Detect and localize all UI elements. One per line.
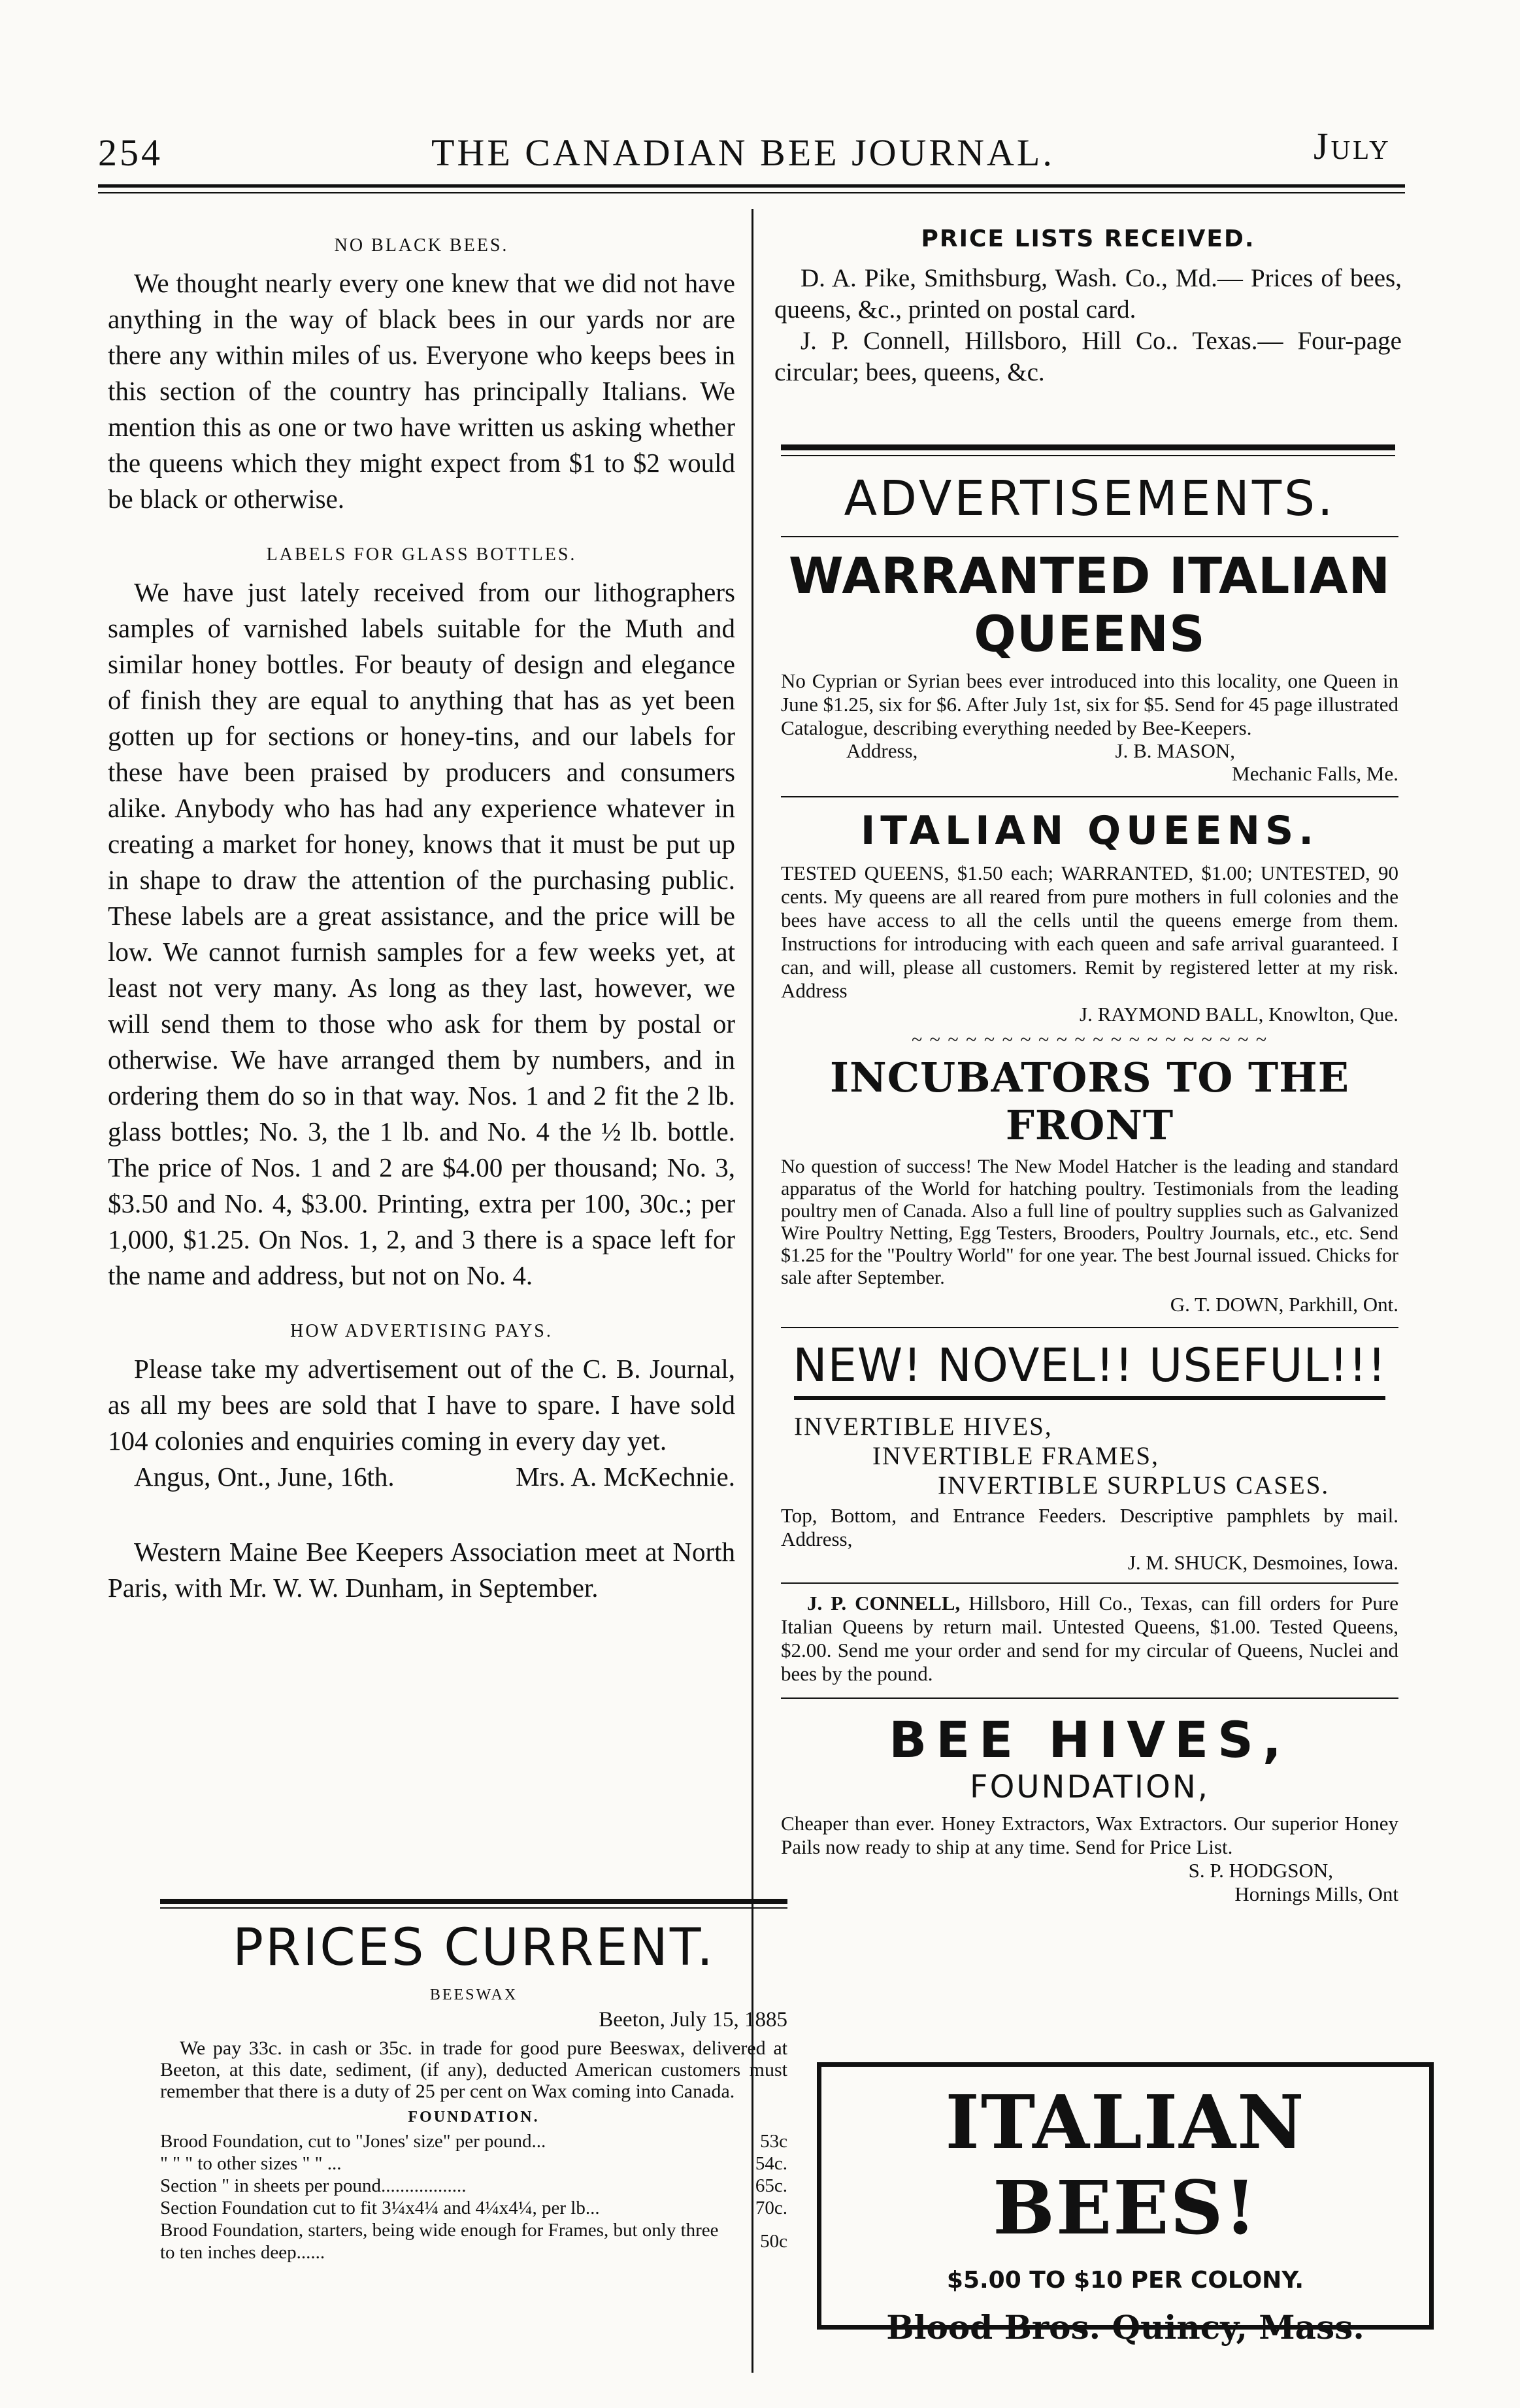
ad-italian-bees <box>817 2062 1434 2347</box>
ad-italian-queens-text: TESTED QUEENS, $1.50 each; WARRANTED, $1.00; UNTESTED, 90 cents. My queens are all reared from pure mothers in full colonies and the bees have access to all the cells until the queens emerge from them. Instructions for introducing with each queen and safe arrival guaranteed. I can, and will, please all customers. Remit by registered letter at my risk. Address <box>781 861 1398 1002</box>
journal-title: THE CANADIAN BEE JOURNAL. <box>431 131 1055 174</box>
western-maine-notice: Western Maine Bee Keepers Association meet at North Paris, with Mr. W. W. Dunham, in September. <box>108 1537 735 1603</box>
ad-warranted-address-label: Address, <box>846 739 918 762</box>
rule <box>794 1396 1385 1400</box>
prices-current-rule <box>160 1899 787 1904</box>
table-row: " " " to other sizes " " ... 54c. <box>160 2153 787 2174</box>
issue-month: July <box>1313 125 1391 167</box>
ads-rule <box>781 444 1395 450</box>
ads-rule-thin <box>781 455 1395 456</box>
table-row: Brood Foundation, cut to "Jones' size" per pound... 53c <box>160 2131 787 2152</box>
advertising-text: Please take my advertisement out of the C. B. Journal, as all my bees are sold that I have to spare. I have sold 104 colonies and enquiries coming in every day yet. <box>108 1354 735 1456</box>
ad-warranted-text: No Cyprian or Syrian bees ever introduced into this locality, one Queen in June $1.25, six for $6. After July 1st, six for $5. Send for 45 page illustrated Catalogue, describing everything needed by Bee-Keepers. <box>781 669 1398 739</box>
price-list-entry-1: D. A. Pike, Smithsburg, Wash. Co., Md.— Prices of bees, queens, &c., printed on postal card. <box>774 264 1402 324</box>
ad-italian-bees-seller: Blood Bros. Quincy, Mass. <box>886 2308 1364 2347</box>
table-row: Section " in sheets per pound.................. 65c. <box>160 2175 787 2196</box>
ad-connell-name: J. P. CONNELL, <box>807 1592 961 1614</box>
ad-incubators-title: INCUBATORS TO THE FRONT <box>830 1054 1349 1149</box>
beeswax-dateline: Beeton, July 15, 1885 <box>599 2008 787 2032</box>
beeswax-text: We pay 33c. in cash or 35c. in trade for good pure Beeswax, delivered at Beeton, at this date, sediment, (if any), deducted American customers must remember that there is a duty of 25 per cent on Wax coming into Canada. <box>160 2037 787 2102</box>
table-row: Brood Foundation, starters, being wide enough for Frames, but only three to ten inches deep...... 50c <box>160 2220 787 2263</box>
beeswax-heading: BEESWAX <box>429 1986 518 2003</box>
rule <box>781 796 1398 797</box>
table-row: Section Foundation cut to fit 3¼x4¼ and 4¼x4¼, per lb... 70c. <box>160 2198 787 2218</box>
rule <box>781 1697 1398 1699</box>
ad-connell-text: Hillsboro, Hill Co., Texas, can fill orders for Pure Italian Queens by return mail. Untested Queens, $1.00. Tested Queens, $2.00. Send me your order and send for my circular of Queens, Nuclei and bees by the pound. <box>781 1592 1399 1685</box>
advertisements-title: ADVERTISEMENTS. <box>844 471 1336 527</box>
ad-warranted-title: WARRANTED ITALIAN QUEENS <box>788 546 1391 663</box>
header-rule-thin <box>98 192 1405 193</box>
advertising-signature: Mrs. A. McKechnie. <box>516 1462 735 1492</box>
section-heading-advertising: HOW ADVERTISING PAYS. <box>290 1321 553 1341</box>
ad-beehives-place: Hornings Mills, Ont <box>1234 1882 1398 1905</box>
advertising-place: Angus, Ont., June, 16th. <box>134 1462 395 1492</box>
price-list-entry-2: J. P. Connell, Hillsboro, Hill Co.. Texas.— Four-page circular; bees, queens, &c. <box>774 327 1402 386</box>
ad-italian-queens-signature: J. RAYMOND BALL, Knowlton, Que. <box>1080 1003 1398 1026</box>
prices-current-rule-thin <box>160 1907 787 1909</box>
ad-beehives-title: BEE HIVES, <box>889 1711 1291 1769</box>
ad-new-novel-line-3: INVERTIBLE SURPLUS CASES. <box>938 1471 1330 1499</box>
section-heading-labels: LABELS FOR GLASS BOTTLES. <box>266 544 577 565</box>
ad-italian-queens-title: ITALIAN QUEENS. <box>860 808 1319 854</box>
ad-italian-bees-price: $5.00 TO $10 PER COLONY. <box>946 2267 1304 2294</box>
ad-beehives-name: S. P. HODGSON, <box>1188 1859 1333 1882</box>
header-rule <box>98 184 1405 188</box>
advertisements <box>781 471 1398 1906</box>
right-column <box>774 226 1402 388</box>
rule <box>781 1327 1398 1328</box>
prices-current-title: PRICES CURRENT. <box>232 1918 716 1977</box>
rule <box>781 1582 1398 1584</box>
ad-new-novel-title: NEW! NOVEL!! USEFUL!!! <box>793 1339 1387 1392</box>
ad-incubators-text: No question of success! The New Model Hatcher is the leading and standard apparatus of the World for hatching poultry. Testimonials from the leading poultry men of Canada. Also a full line of poultry supplies such as Galvanized Wire Poultry Netting, Egg Testers, Brooders, Poultry Journals, etc., etc. Send $1.25 for the "Poultry World" for one year. The best Journal issued. Chicks for sale after September. <box>781 1156 1398 1288</box>
ad-incubators-signature: G. T. DOWN, Parkhill, Ont. <box>1170 1293 1398 1316</box>
prices-current <box>160 1918 787 2264</box>
ad-new-novel-text: Top, Bottom, and Entrance Feeders. Descriptive pamphlets by mail. Address, <box>781 1504 1398 1550</box>
price-lists-heading: PRICE LISTS RECEIVED. <box>921 226 1255 252</box>
ad-new-novel-signature: J. M. SHUCK, Desmoines, Iowa. <box>1127 1551 1398 1574</box>
page-number: 254 <box>98 131 163 174</box>
rule <box>781 536 1398 537</box>
ad-italian-bees-title: ITALIAN BEES! <box>945 2080 1306 2251</box>
no-black-bees-text: We thought nearly every one knew that we did not have anything in the way of black bees in our yards nor are there any within miles of us. Everyone who keeps bees in this section of the country has principally Italians. We mention this as one or two have written us asking whether the queens which they might expect from $1 to $2 would be black or otherwise. <box>108 268 735 514</box>
section-heading-no-black-bees: NO BLACK BEES. <box>334 235 509 256</box>
left-column <box>108 235 735 1606</box>
ad-new-novel-line-2: INVERTIBLE FRAMES, <box>872 1442 1159 1470</box>
wavy-rule: ~ ~ ~ ~ ~ ~ ~ ~ ~ ~ ~ ~ ~ ~ ~ ~ ~ ~ ~ ~ <box>911 1029 1268 1050</box>
ad-beehives-text: Cheaper than ever. Honey Extractors, Wax Extractors. Our superior Honey Pails now ready to ship at any time. Send for Price List. <box>781 1812 1398 1858</box>
ad-new-novel-line-1: INVERTIBLE HIVES, <box>794 1413 1053 1441</box>
ad-connell <box>781 1592 1398 1686</box>
labels-text: We have just lately received from our lithographers samples of varnished labels suitable for the Muth and similar honey bottles. For beauty of design and elegance of finish they are equal to anything that has as yet been gotten up for sections or honey-tins, and our labels for these have been praised by producers and consumers alike. Anybody who has had any experience whatever in creating a market for honey, knows that it must be put up in shape to draw the attention of the purchasing public. These labels are a great assistance, and the price will be low. We cannot furnish samples for a few weeks yet, at least not very many. As long as they last, however, we will send them to those who ask for them by postal or otherwise. We have arranged them by numbers, and in ordering them do so in that way. Nos. 1 and 2 fit the 2 lb. glass bottles; No. 3, the 1 lb. and No. 4 the ½ lb. bottle. The price of Nos. 1 and 2 are $4.00 per thousand; No. 3, $3.50 and No. 4, $3.00. Printing, extra per 100, 30c.; per 1,000, $1.25. On Nos. 1, 2, and 3 there is a space left for the name and address, but not on No. 4. <box>108 577 735 1290</box>
ad-warranted-name: J. B. MASON, <box>1115 739 1235 762</box>
foundation-heading: FOUNDATION. <box>408 2109 540 2126</box>
ad-beehives-subtitle: FOUNDATION, <box>969 1769 1210 1805</box>
foundation-price-table <box>160 2130 787 2264</box>
ad-warranted-place: Mechanic Falls, Me. <box>1232 762 1398 785</box>
